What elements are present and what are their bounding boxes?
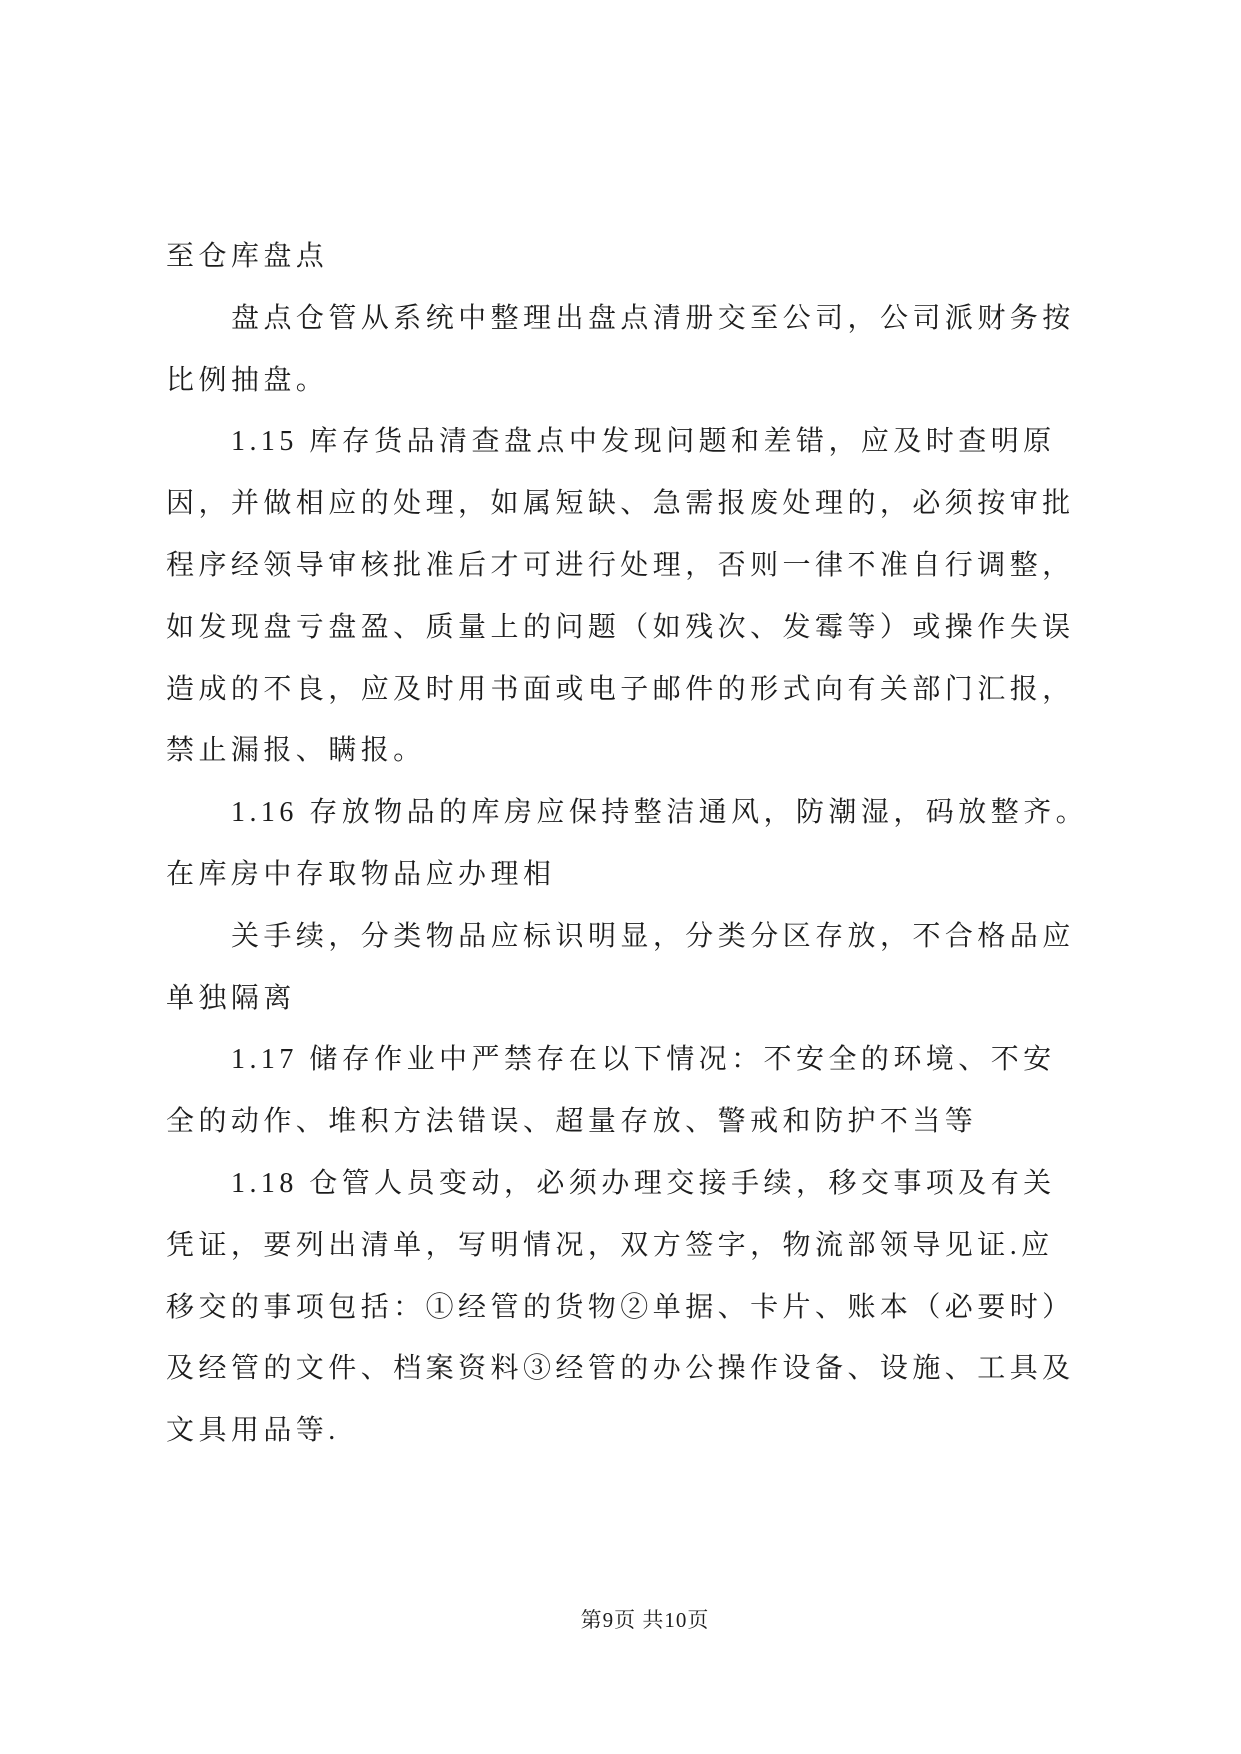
paragraph-1-17 (166, 1029, 1126, 1153)
text-line: 因，并做相应的处理，如属短缺、急需报废处理的，必须按审批 (166, 488, 1075, 520)
text-line: 禁止漏报、瞒报。 (166, 735, 426, 767)
paragraph-inventory-check (166, 288, 1126, 412)
text-line: 程序经领导审核批准后才可进行处理，否则一律不准自行调整， (166, 549, 1075, 581)
page-number-footer: 第9页 共10页 (580, 1608, 710, 1632)
paragraph-1-15 (166, 411, 1126, 782)
text-line: 及经管的文件、档案资料③经管的办公操作设备、设施、工具及 (166, 1353, 1075, 1385)
document-body (166, 226, 1126, 1462)
text-line: 1.18 仓管人员变动，必须办理交接手续，移交事项及有关 (231, 1167, 1056, 1199)
text-line: 凭证，要列出清单，写明情况，双方签字，物流部领导见证.应 (166, 1229, 1054, 1261)
paragraph-procedures (166, 906, 1126, 1030)
paragraph-1-16 (166, 782, 1126, 906)
paragraph-1-18 (166, 1153, 1126, 1462)
text-line: 单独隔离 (166, 982, 296, 1014)
text-line: 移交的事项包括：①经管的货物②单据、卡片、账本（必要时） (166, 1291, 1075, 1323)
text-line: 全的动作、堆积方法错误、超量存放、警戒和防护不当等 (166, 1106, 978, 1138)
text-line: 造成的不良，应及时用书面或电子邮件的形式向有关部门汇报， (166, 673, 1075, 705)
text-line: 比例抽盘。 (166, 364, 329, 396)
text-line: 关手续，分类物品应标识明显，分类分区存放，不合格品应 (231, 920, 1075, 952)
text-line: 至仓库盘点 (166, 241, 329, 272)
text-line: 盘点仓管从系统中整理出盘点清册交至公司，公司派财务按 (231, 302, 1075, 334)
text-line: 文具用品等. (166, 1415, 340, 1447)
text-line: 如发现盘亏盘盈、质量上的问题（如残次、发霉等）或操作失误 (166, 611, 1075, 643)
text-line: 1.15 库存货品清查盘点中发现问题和差错，应及时查明原 (231, 426, 1056, 458)
paragraph-continuation (166, 226, 1126, 288)
text-line: 1.17 储存作业中严禁存在以下情况：不安全的环境、不安 (231, 1044, 1056, 1076)
text-line: 在库房中存取物品应办理相 (166, 858, 556, 890)
text-line: 1.16 存放物品的库房应保持整洁通风，防潮湿，码放整齐。 (231, 797, 1089, 829)
